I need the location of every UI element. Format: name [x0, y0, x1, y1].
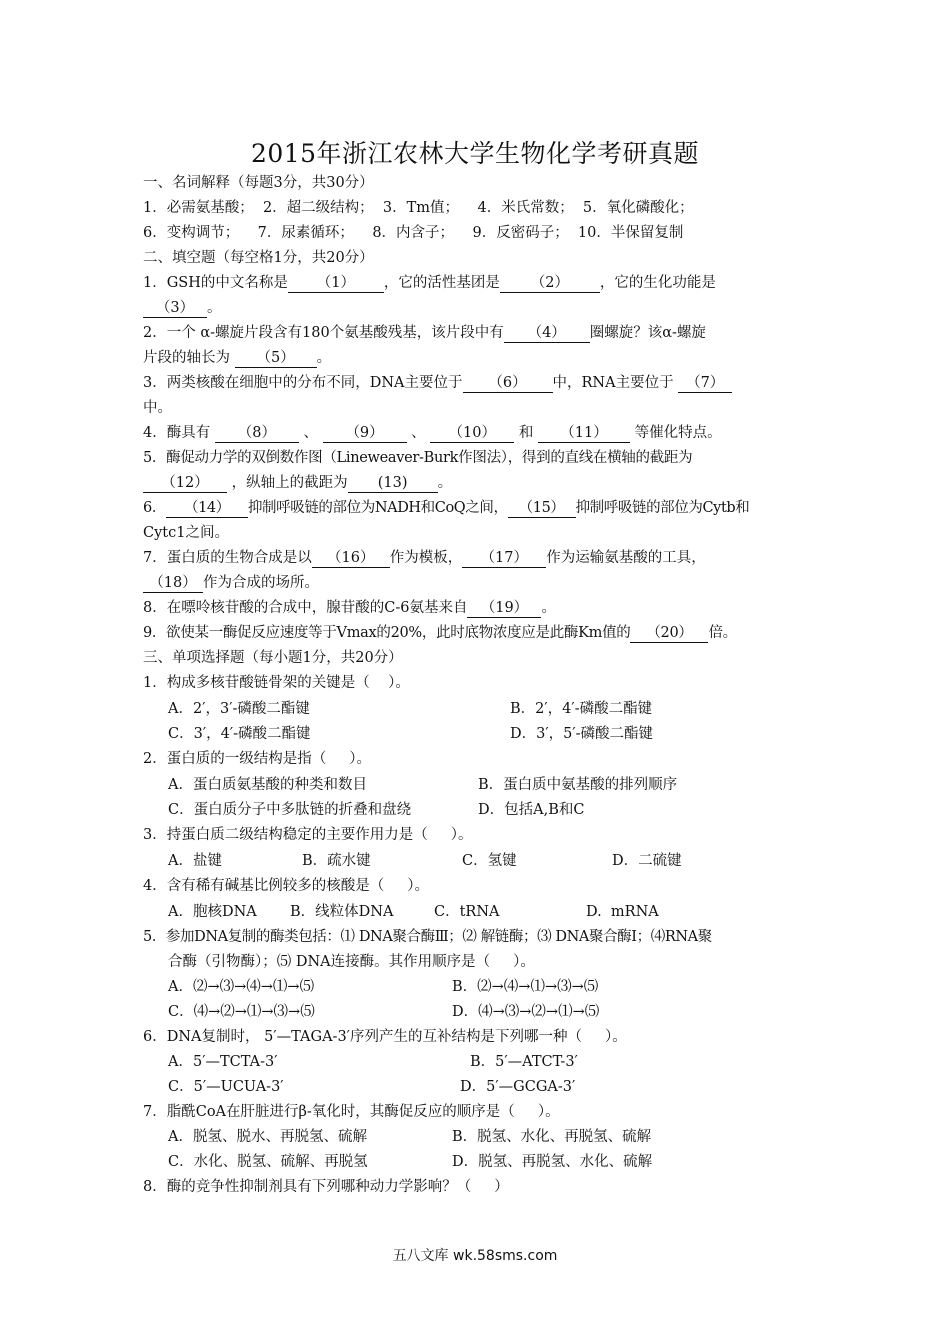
q7-text-d: 作为合成的场所。	[203, 575, 319, 591]
fill-q9	[143, 622, 813, 644]
mc-q2-option-b: B．蛋白质中氨基酸的排列顺序	[478, 777, 678, 793]
q1-text-d: 。	[207, 300, 222, 316]
mc-q5-option-b: B．⑵→⑷→⑴→⑶→⑸	[452, 979, 599, 995]
q6-num: 6．	[143, 500, 166, 516]
mc-q1-option-c: C．3′，4′-磷酸二酯键	[168, 726, 311, 742]
mc-q5-option-a: A．⑵→⑶→⑷→⑴→⑸	[168, 979, 315, 995]
footer-watermark[interactable]: 五八文库 wk.58sms.com	[392, 1248, 558, 1264]
blank-15: （15）	[508, 499, 576, 518]
mc-q6-option-a: A．5′—TCTA-3′	[168, 1054, 278, 1070]
mc-q3-option-c: C．氢键	[462, 853, 517, 869]
blank-16: （16）	[312, 549, 390, 568]
fill-q5-cont	[143, 472, 813, 494]
q6-text-b: 抑制呼吸链的部位为Cytb和	[575, 500, 750, 516]
q1-text-c: ，它的生化功能是	[599, 275, 716, 291]
q7-text-b: 作为模板，	[389, 550, 463, 566]
mc-q7-option-c: C．水化、脱氢、硫解、再脱氢	[168, 1154, 368, 1170]
mc-q7-stem: 7．脂酰CoA在肝脏进行β-氧化时，其酶促反应的顺序是（ ）。	[143, 1104, 560, 1120]
mc-q3-option-a: A．盐键	[168, 853, 222, 869]
mc-q5-stem-1: 5．参加DNA复制的酶类包括：⑴ DNA聚合酶Ⅲ；⑵ 解链酶；⑶ DNA聚合酶Ⅰ；⑷RNA聚	[143, 929, 712, 945]
blank-14: （14）	[166, 499, 248, 518]
mc-q2-option-a: A．蛋白质氨基酸的种类和数目	[168, 777, 367, 793]
blank-19: （19）	[467, 599, 541, 618]
fill-q1	[143, 272, 813, 294]
q3-text-a: 3．两类核酸在细胞中的分布不同，DNA主要位于	[143, 375, 463, 391]
mc-q3-stem: 3．持蛋白质二级结构稳定的主要作用力是（ ）。	[143, 827, 473, 843]
fill-q3-cont: 中。	[143, 400, 172, 416]
q4-text-a: 4．酶具有	[143, 425, 211, 441]
mc-q1-option-b: B．2′，4′-磷酸二酯键	[510, 701, 653, 717]
fill-q1-cont	[143, 297, 813, 319]
mc-q6-option-d: D．5′—GCGA-3′	[460, 1079, 576, 1095]
blank-3: （3）	[143, 299, 207, 318]
mc-q5-option-d: D．⑷→⑶→⑵→⑴→⑸	[452, 1004, 600, 1020]
fill-q7-cont	[143, 572, 813, 594]
q9-text-b: 倍。	[708, 625, 737, 641]
mc-q7-option-d: D．脱氢、再脱氢、水化、硫解	[452, 1154, 653, 1170]
q8-text-a: 8．在嘌呤核苷酸的合成中，腺苷酸的C-6氨基来自	[143, 600, 468, 616]
q6-text-a: 抑制呼吸链的部位为NADH和CoQ之间，	[247, 500, 508, 516]
q8-text-b: 。	[541, 600, 556, 616]
blank-10: （10）	[430, 424, 514, 443]
blank-4: （4）	[504, 324, 590, 343]
q4-text-c: 等催化特点。	[634, 425, 722, 441]
blank-6: （6）	[463, 374, 553, 393]
mc-q7-option-a: A．脱氢、脱水、再脱氢、硫解	[168, 1129, 367, 1145]
fill-q7	[143, 547, 813, 569]
mc-q6-stem: 6．DNA复制时， 5′—TAGA-3′序列产生的互补结构是下列哪一种（ ）。	[143, 1029, 627, 1045]
fill-q3	[143, 372, 813, 394]
mc-q2-option-c: C．蛋白质分子中多肽链的折叠和盘绕	[168, 802, 412, 818]
mc-q3-option-b: B．疏水键	[302, 853, 371, 869]
blank-7: （7）	[678, 374, 732, 393]
mc-q4-option-a: A．胞核DNA	[168, 904, 257, 920]
q1-text-b: ，它的活性基团是	[383, 275, 500, 291]
blank-11: （11）	[538, 424, 630, 443]
blank-20: （20）	[630, 624, 708, 643]
mc-q8-stem: 8．酶的竞争性抑制剂具有下列哪种动力学影响？（ ）	[143, 1179, 509, 1195]
fill-q8	[143, 597, 813, 619]
fill-q6-cont: Cytc1之间。	[143, 525, 229, 541]
mc-q6-option-b: B．5′—ATCT-3′	[470, 1054, 578, 1070]
fill-q2-cont	[143, 347, 813, 369]
q4-sep-1: 、	[303, 425, 318, 441]
blank-17: （17）	[462, 549, 546, 568]
term-row-1: 1．必需氨基酸； 2．超二级结构； 3．Tm值； 4．米氏常数； 5．氧化磷酸化；	[143, 200, 694, 216]
mc-q4-stem: 4．含有稀有碱基比例较多的核酸是（ ）。	[143, 878, 430, 894]
q2-text-b: 圈螺旋？该α-螺旋	[589, 325, 706, 341]
q7-text-c: 作为运输氨基酸的工具，	[546, 550, 706, 566]
term-row-2: 6．变构调节； 7．尿素循环； 8．内含子； 9．反密码子； 10．半保留复制	[143, 225, 684, 241]
fill-q5: 5．酶促动力学的双倒数作图（Lineweaver-Burk作图法），得到的直线在横轴的截距为	[143, 450, 693, 466]
section-1-header: 一、名词解释（每题3分，共30分）	[143, 175, 374, 191]
q2-text-a: 2．一个 α-螺旋片段含有180个氨基酸残基，该片段中有	[143, 325, 504, 341]
q2-text-c: 片段的轴长为	[143, 350, 230, 366]
mc-q1-option-a: A．2′，3′-磷酸二酯键	[168, 701, 310, 717]
fill-q4	[143, 422, 813, 444]
mc-q7-option-b: B．脱氢、水化、再脱氢、硫解	[452, 1129, 652, 1145]
q4-sep-2: 、	[411, 425, 426, 441]
mc-q3-option-d: D．二硫键	[612, 853, 682, 869]
blank-2: （2）	[500, 274, 600, 293]
mc-q6-option-c: C．5′—UCUA-3′	[168, 1079, 284, 1095]
mc-q5-option-c: C．⑷→⑵→⑴→⑶→⑸	[168, 1004, 315, 1020]
blank-5: （5）	[235, 349, 317, 368]
q1-text-a: 1．GSH的中文名称是	[143, 275, 288, 291]
q4-sep-3: 和	[518, 425, 534, 441]
blank-12: （12）	[143, 474, 227, 493]
blank-13: (13)	[348, 474, 438, 493]
q2-text-d: 。	[316, 350, 332, 366]
mc-q1-option-d: D．3′，5′-磷酸二酯键	[510, 726, 654, 742]
section-2-header: 二、填空题（每空格1分，共20分）	[143, 250, 374, 266]
q5-text-b: ，纵轴上的截距为	[231, 475, 348, 491]
fill-q6	[143, 497, 813, 519]
mc-q2-stem: 2．蛋白质的一级结构是指（ ）。	[143, 751, 372, 767]
mc-q1-stem: 1．构成多核苷酸链骨架的关键是（ ）。	[143, 675, 410, 691]
q5-text-c: 。	[437, 475, 453, 491]
q3-text-b: 中，RNA主要位于	[552, 375, 674, 391]
mc-q4-option-d: D. mRNA	[586, 904, 659, 920]
section-3-header: 三、单项选择题（每小题1分，共20分）	[143, 650, 403, 666]
mc-q4-option-b: B．线粒体DNA	[290, 904, 394, 920]
blank-8: （8）	[215, 424, 299, 443]
page-title: 2015年浙江农林大学生物化学考研真题	[250, 139, 700, 168]
mc-q2-option-d: D．包括A,B和C	[478, 802, 585, 818]
q9-text-a: 9．欲使某一酶促反应速度等于Vmax的20%，此时底物浓度应是此酶Km值的	[143, 625, 631, 641]
q7-text-a: 7．蛋白质的生物合成是以	[143, 550, 312, 566]
mc-q4-option-c: C．tRNA	[434, 904, 500, 920]
blank-18: （18）	[143, 574, 203, 593]
mc-q5-stem-2: 合酶（引物酶）；⑸ DNA连接酶。其作用顺序是（ ）。	[168, 954, 535, 970]
blank-9: （9）	[323, 424, 407, 443]
blank-1: （1）	[288, 274, 384, 293]
fill-q2	[143, 322, 813, 344]
